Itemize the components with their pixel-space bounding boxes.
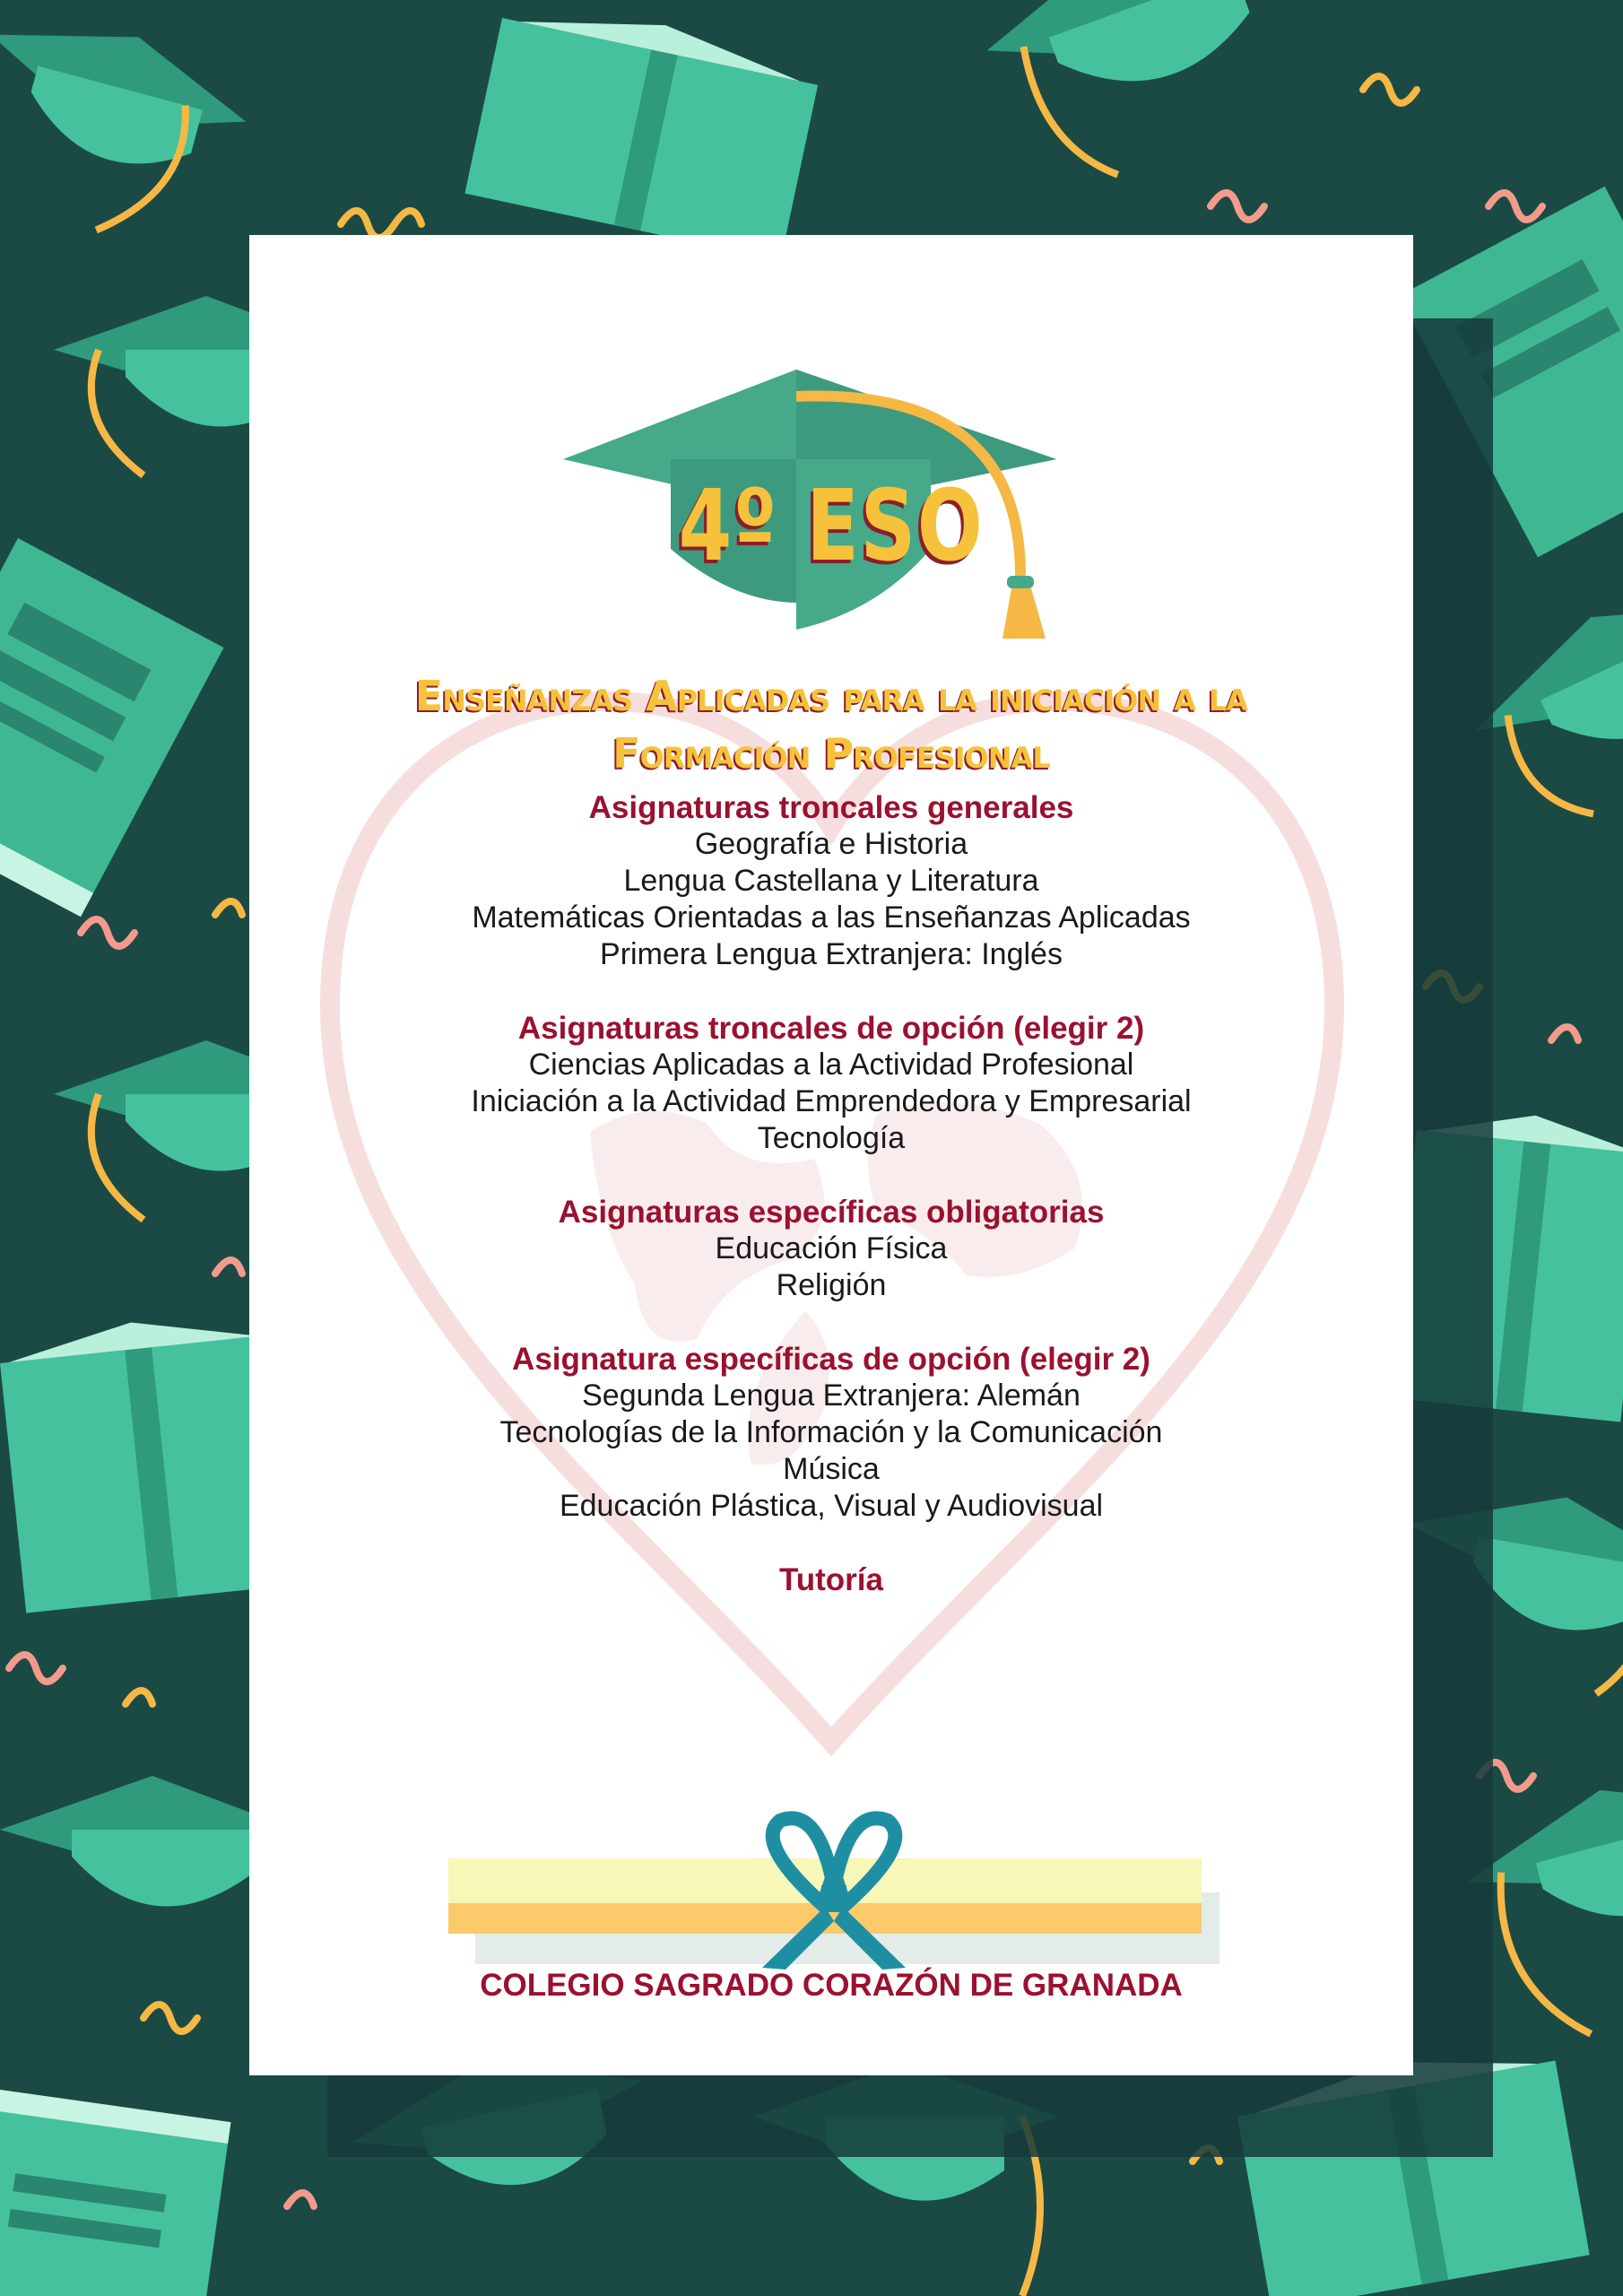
confetti-swirl bbox=[215, 901, 242, 915]
confetti-swirl bbox=[126, 1691, 152, 1704]
confetti-swirl bbox=[1211, 193, 1264, 220]
subject-item: Música bbox=[783, 1452, 880, 1486]
section-title: Asignatura específicas de opción (elegir 2) bbox=[512, 1342, 1150, 1377]
confetti-swirl bbox=[215, 1260, 242, 1274]
subjects-list bbox=[249, 789, 1413, 1635]
section-troncales-opcion bbox=[249, 1010, 1413, 1157]
section-tutoria bbox=[249, 1561, 1413, 1598]
subject-item: Lengua Castellana y Literatura bbox=[623, 864, 1039, 898]
subject-item: Iniciación a la Actividad Emprendedora y Empresarial bbox=[471, 1084, 1192, 1118]
book-icon bbox=[0, 2089, 230, 2296]
confetti-swirl bbox=[1488, 193, 1542, 220]
confetti-swirl bbox=[1363, 76, 1417, 103]
subject-item: Geografía e Historia bbox=[694, 827, 968, 861]
section-title: Asignaturas troncales de opción (elegir 2) bbox=[517, 1011, 1145, 1046]
graduation-cap-icon bbox=[0, 0, 260, 260]
section-title: Asignaturas troncales generales bbox=[588, 790, 1074, 825]
confetti-swirl bbox=[9, 1655, 63, 1682]
diploma-scroll-icon bbox=[448, 1806, 1219, 1986]
book-icon bbox=[0, 530, 224, 918]
subject-item: Tecnología bbox=[757, 1121, 906, 1155]
info-card bbox=[249, 235, 1413, 2075]
subject-item: Primera Lengua Extranjera: Inglés bbox=[600, 937, 1063, 971]
graduation-cap-icon bbox=[968, 0, 1329, 203]
section-title: Tutoría bbox=[778, 1562, 883, 1597]
confetti-swirl bbox=[341, 211, 421, 238]
section-especificas-obligatorias bbox=[249, 1194, 1413, 1304]
confetti-swirl bbox=[1551, 1027, 1578, 1040]
subject-item: Tecnologías de la Información y la Comunicación bbox=[499, 1415, 1163, 1449]
book-icon bbox=[464, 0, 823, 260]
grade-title: 4º ESO bbox=[678, 468, 985, 583]
section-title: Asignaturas específicas obligatorias bbox=[558, 1195, 1105, 1230]
section-especificas-opcion bbox=[249, 1341, 1413, 1525]
subject-item: Segunda Lengua Extranjera: Alemán bbox=[582, 1378, 1081, 1413]
subject-item: Religión bbox=[776, 1268, 887, 1302]
subject-item: Educación Plástica, Visual y Audiovisual bbox=[559, 1489, 1104, 1523]
program-title: Enseñanzas Aplicadas para la iniciación a la Formación Profesional bbox=[414, 672, 1248, 778]
confetti-swirl bbox=[287, 2193, 314, 2206]
confetti-swirl bbox=[143, 2005, 197, 2031]
confetti-swirl bbox=[81, 919, 135, 946]
section-troncales-generales bbox=[249, 789, 1413, 973]
subject-item: Matemáticas Orientadas a las Enseñanzas Aplicadas bbox=[472, 900, 1191, 935]
school-name: COLEGIO SAGRADO CORAZÓN DE GRANADA bbox=[480, 1968, 1183, 2003]
subject-item: Ciencias Aplicadas a la Actividad Profesional bbox=[528, 1048, 1134, 1082]
subject-item: Educación Física bbox=[715, 1231, 948, 1265]
